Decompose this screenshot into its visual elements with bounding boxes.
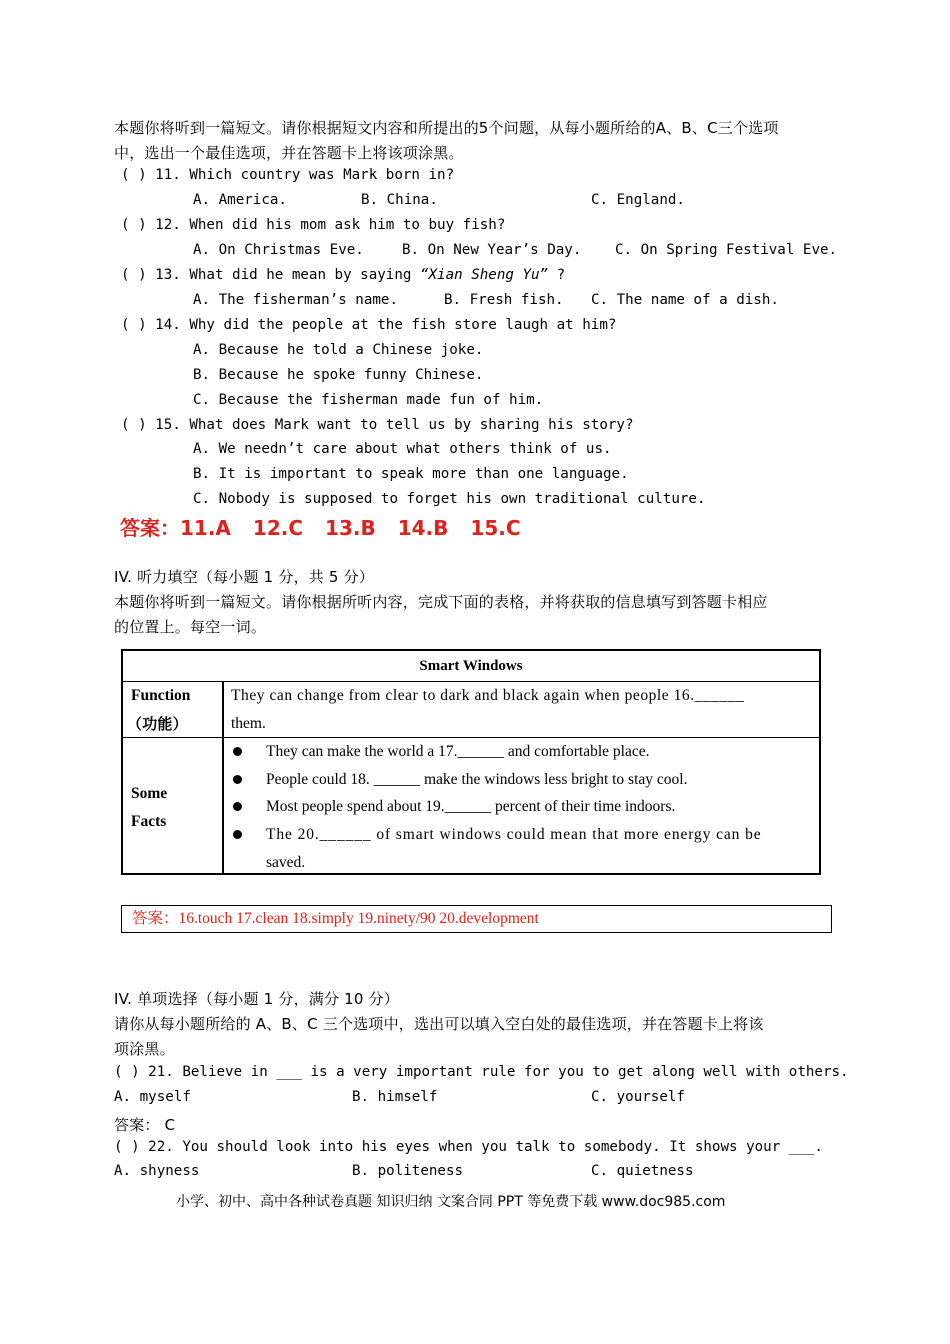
- section-choice-line-1: 请你从每小题所给的 A、B、C 三个选项中，选出可以填入空白处的最佳选项，并在答题卡上将该: [114, 1015, 764, 1033]
- table-divider-vertical: [222, 681, 224, 875]
- question-14: ( ) 14. Why did the people at the fish store laugh at him?: [121, 317, 617, 333]
- bullet-icon: [233, 830, 242, 839]
- smart-windows-table: [121, 649, 821, 875]
- q14-option-b: B. Because he spoke funny Chinese.: [193, 367, 484, 383]
- answer-13: 13.B: [325, 516, 376, 540]
- table-divider-horizontal: [123, 737, 819, 738]
- q22-option-b: B. politeness: [352, 1163, 464, 1179]
- section-fill-line-1: 本题你将听到一篇短文。请你根据所听内容，完成下面的表格，并将获取的信息填写到答题卡相应: [114, 593, 768, 611]
- q21-option-a: A. myself: [114, 1089, 191, 1105]
- intro-line-1: 本题你将听到一篇短文。请你根据短文内容和所提出的5个问题，从每小题所给的A、B、C三个选项: [114, 119, 779, 137]
- q11-option-c: C. England.: [591, 192, 685, 208]
- fact-17: They can make the world a 17.______ and comfortable place.: [266, 743, 650, 760]
- q15-option-b: B. It is important to speak more than one language.: [193, 466, 629, 482]
- answer-14: 14.B: [397, 516, 449, 540]
- q13-option-b: B. Fresh fish.: [444, 292, 564, 308]
- page-footer: 小学、初中、高中各种试卷真题 知识归纳 文案合同 PPT 等免费下载 www.doc985.com: [176, 1194, 726, 1210]
- q11-option-a: A. America.: [193, 192, 287, 208]
- section-choice-heading: IV. 单项选择（每小题 1 分，满分 10 分）: [114, 990, 399, 1008]
- answer-label: 答案：: [120, 516, 180, 540]
- q13-option-c: C. The name of a dish.: [591, 292, 779, 308]
- question-13: ( ) 13. What did he mean by saying “Xian Sheng Yu” ?: [121, 267, 566, 283]
- q14-option-c: C. Because the fisherman made fun of him.: [193, 392, 544, 408]
- question-15: ( ) 15. What does Mark want to tell us by sharing his story?: [121, 417, 634, 433]
- q21-option-c: C. yourself: [591, 1089, 685, 1105]
- intro-line-2: 中，选出一个最佳选项，并在答题卡上将该项涂黑。: [114, 144, 464, 162]
- bullet-icon: [233, 747, 242, 756]
- q15-option-c: C. Nobody is supposed to forget his own traditional culture.: [193, 491, 706, 507]
- fact-20-cont: saved.: [266, 854, 306, 871]
- fact-20: The 20.______ of smart windows could mean that more energy can be: [266, 826, 762, 843]
- section-choice-line-2: 项涂黑。: [114, 1040, 175, 1058]
- q22-option-a: A. shyness: [114, 1163, 200, 1179]
- q22-option-c: C. quietness: [591, 1163, 694, 1179]
- question-21: ( ) 21. Believe in ___ is a very important rule for you to get along well with others.: [114, 1064, 849, 1080]
- q12-option-c: C. On Spring Festival Eve.: [615, 242, 838, 258]
- q14-option-a: A. Because he told a Chinese joke.: [193, 342, 484, 358]
- question-11: ( ) 11. Which country was Mark born in?: [121, 167, 455, 183]
- bullet-icon: [233, 802, 242, 811]
- q15-option-a: A. We needn’t care about what others think of us.: [193, 441, 612, 457]
- q12-option-a: A. On Christmas Eve.: [193, 242, 364, 258]
- q12-option-b: B. On New Year’s Day.: [402, 242, 582, 258]
- answer-15: 15.C: [470, 516, 521, 540]
- table-title: Smart Windows: [123, 651, 819, 682]
- function-label: Function: [131, 687, 191, 704]
- q21-option-b: B. himself: [352, 1089, 438, 1105]
- facts-label-2: Facts: [131, 813, 167, 830]
- function-text-line-2: them.: [231, 715, 266, 732]
- answers-16-20: 答案：16.touch 17.clean 18.simply 19.ninety/90 20.development: [121, 905, 832, 933]
- answer-11: 11.A: [180, 516, 231, 540]
- answer-12: 12.C: [252, 516, 304, 540]
- facts-label-1: Some: [131, 785, 168, 802]
- bullet-icon: [233, 775, 242, 784]
- section-fill-heading: IV. 听力填空（每小题 1 分，共 5 分）: [114, 568, 375, 586]
- answers-11-15: [120, 512, 521, 541]
- q21-answer: 答案： C: [114, 1116, 176, 1134]
- section-fill-line-2: 的位置上。每空一词。: [114, 618, 267, 636]
- q13-option-a: A. The fisherman’s name.: [193, 292, 398, 308]
- function-text-line-1: They can change from clear to dark and black again when people 16.______: [231, 687, 745, 704]
- fact-19: Most people spend about 19.______ percent of their time indoors.: [266, 798, 676, 815]
- question-12: ( ) 12. When did his mom ask him to buy fish?: [121, 217, 506, 233]
- function-label-cn: （功能）: [127, 717, 188, 733]
- q11-option-b: B. China.: [361, 192, 438, 208]
- fact-18: People could 18. ______ make the windows less bright to stay cool.: [266, 771, 688, 788]
- question-22: ( ) 22. You should look into his eyes when you talk to somebody. It shows your ___.: [114, 1139, 823, 1155]
